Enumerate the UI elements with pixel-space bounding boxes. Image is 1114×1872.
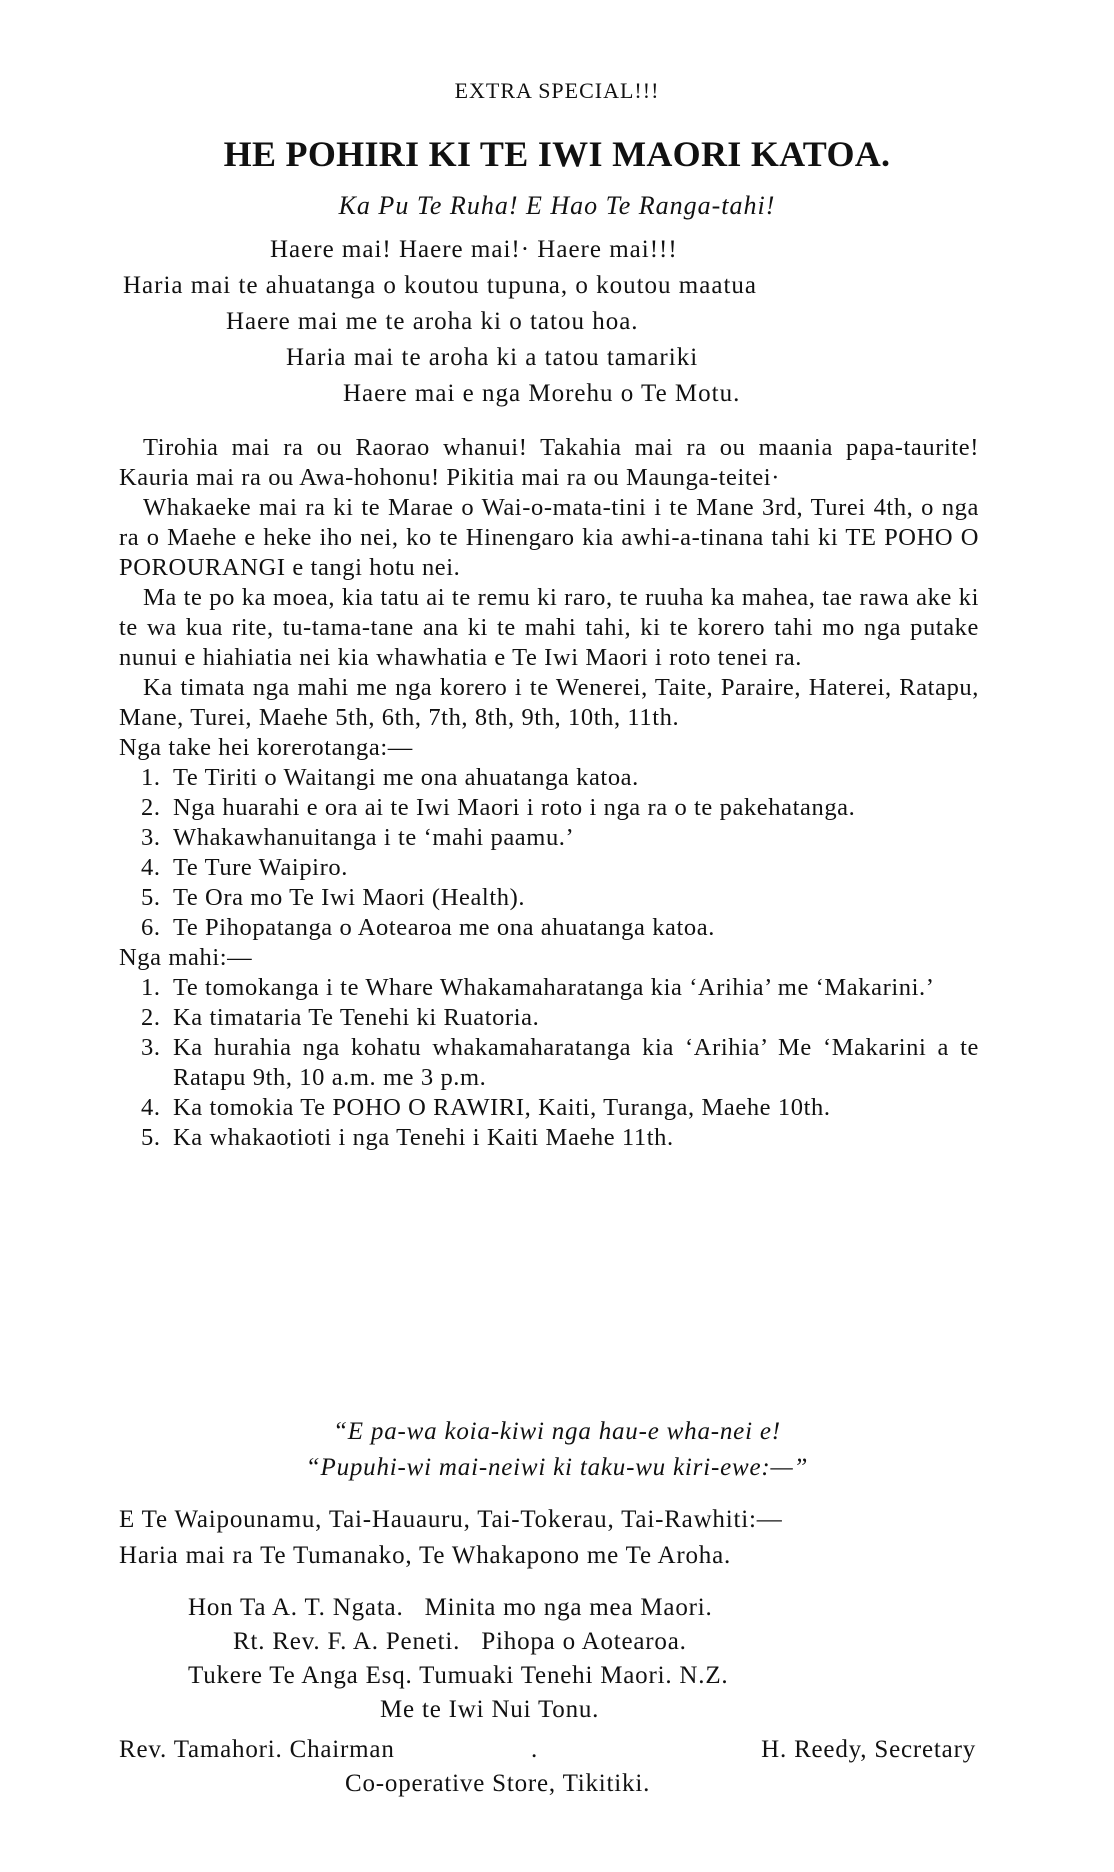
list-item: [119, 1123, 979, 1153]
item-number: 5.: [141, 884, 161, 911]
list-item: [119, 1033, 979, 1093]
item-text: Te Ora mo Te Iwi Maori (Health).: [173, 884, 526, 911]
poem-line: Haere mai e nga Morehu o Te Motu.: [343, 380, 741, 407]
signatory-line: Tukere Te Anga Esq. Tumuaki Tenehi Maori. N.Z.: [188, 1662, 729, 1689]
item-number: 5.: [141, 1124, 161, 1151]
signature-separator: .: [531, 1736, 539, 1763]
store-name: Co-operative Store, Tikitiki.: [345, 1770, 651, 1797]
item-number: 6.: [141, 914, 161, 941]
item-number: 3.: [141, 1034, 161, 1061]
item-number: 4.: [141, 1094, 161, 1121]
topics-list: [119, 763, 979, 943]
list-item: [119, 763, 979, 793]
chairman-signature: Rev. Tamahori. Chairman: [119, 1736, 395, 1763]
item-number: 2.: [141, 794, 161, 821]
activities-list: [119, 973, 979, 1153]
invitation-line: Haria mai ra Te Tumanako, Te Whakapono me Te Aroha.: [119, 1542, 732, 1569]
item-number: 4.: [141, 854, 161, 881]
item-text: Whakawhanuitanga i te ‘mahi paamu.’: [173, 824, 575, 851]
list-item: [119, 793, 979, 823]
signatory-line: Me te Iwi Nui Tonu.: [380, 1696, 600, 1723]
item-text: Ka timataria Te Tenehi ki Ruatoria.: [173, 1004, 540, 1031]
secretary-signature: H. Reedy, Secretary: [761, 1736, 976, 1763]
list-item: [119, 913, 979, 943]
topics-heading: Nga take hei korerotanga:—: [119, 734, 413, 761]
item-text: Te tomokanga i te Whare Whakamaharatanga kia ‘Arihia’ me ‘Makarini.’: [173, 974, 935, 1001]
paragraphs: [119, 433, 979, 733]
item-text: Ka hurahia nga kohatu whakamaharatanga kia ‘Arihia’ Me ‘Makarini a te Ratapu 9th, 10 a.m. me 3 p.m.: [173, 1034, 979, 1091]
item-text: Ka tomokia Te POHO O RAWIRI, Kaiti, Turanga, Maehe 10th.: [173, 1094, 831, 1121]
main-body: [119, 433, 979, 1153]
poem-line: Haere mai me te aroha ki o tatou hoa.: [226, 308, 639, 335]
poem-line: Haria mai te ahuatanga o koutou tupuna, o koutou maatua: [123, 272, 757, 299]
page-title: HE POHIRI KI TE IWI MAORI KATOA.: [223, 134, 891, 174]
signatory-line: Hon Ta A. T. Ngata. Minita mo nga mea Maori.: [188, 1594, 713, 1621]
item-text: Nga huarahi e ora ai te Iwi Maori i roto i nga ra o te pakehatanga.: [173, 794, 856, 821]
list-item: [119, 1003, 979, 1033]
subtitle: Ka Pu Te Ruha! E Hao Te Ranga-tahi!: [338, 191, 776, 220]
activities-heading: Nga mahi:—: [119, 944, 253, 971]
poem-line: Haere mai! Haere mai!· Haere mai!!!: [270, 236, 678, 263]
item-number: 1.: [141, 764, 161, 791]
item-text: Te Ture Waipiro.: [173, 854, 348, 881]
paragraph: Tirohia mai ra ou Raorao whanui! Takahia mai ra ou maania papa-taurite! Kauria mai ra ou Awa-hohonu! Pikitia mai ra ou Maunga-teitei·: [119, 434, 979, 491]
item-number: 1.: [141, 974, 161, 1001]
item-number: 2.: [141, 1004, 161, 1031]
item-text: Te Tiriti o Waitangi me ona ahuatanga katoa.: [173, 764, 639, 791]
list-item: [119, 1093, 979, 1123]
extra-special-label: EXTRA SPECIAL!!!: [454, 78, 660, 103]
item-text: Te Pihopatanga o Aotearoa me ona ahuatanga katoa.: [173, 914, 715, 941]
signatory-line: Rt. Rev. F. A. Peneti. Pihopa o Aotearoa.: [233, 1628, 687, 1655]
item-number: 3.: [141, 824, 161, 851]
quote-line: “E pa-wa koia-kiwi nga hau-e wha-nei e!: [333, 1418, 781, 1445]
poem-line: Haria mai te aroha ki a tatou tamariki: [286, 344, 699, 371]
list-item: [119, 883, 979, 913]
item-text: Ka whakaotioti i nga Tenehi i Kaiti Maehe 11th.: [173, 1124, 674, 1151]
list-item: [119, 973, 979, 1003]
paragraph: Ka timata nga mahi me nga korero i te Wenerei, Taite, Paraire, Haterei, Ratapu, Mane, Turei, Maehe 5th, 6th, 7th, 8th, 9th, 10th, 11th.: [119, 674, 979, 731]
paragraph: Whakaeke mai ra ki te Marae o Wai-o-mata-tini i te Mane 3rd, Turei 4th, o nga ra o Maehe e heke iho nei, ko te Hinengaro kia awhi-a-tinana tahi ki TE POHO O POROURANGI e tangi hotu nei.: [119, 494, 979, 581]
invitation-line: E Te Waipounamu, Tai-Hauauru, Tai-Tokerau, Tai-Rawhiti:—: [119, 1506, 783, 1533]
quote-line: “Pupuhi-wi mai-neiwi ki taku-wu kiri-ewe:—”: [305, 1454, 809, 1481]
list-item: [119, 853, 979, 883]
paragraph: Ma te po ka moea, kia tatu ai te remu ki raro, te ruuha ka mahea, tae rawa ake ki te wa kua rite, tu-tama-tane ana ki te mahi tahi, ki te korero tahi mo nga putake nunui e hiahiatia nei kia whawhatia e Te Iwi Maori i roto tenei ra.: [119, 584, 979, 671]
list-item: [119, 823, 979, 853]
